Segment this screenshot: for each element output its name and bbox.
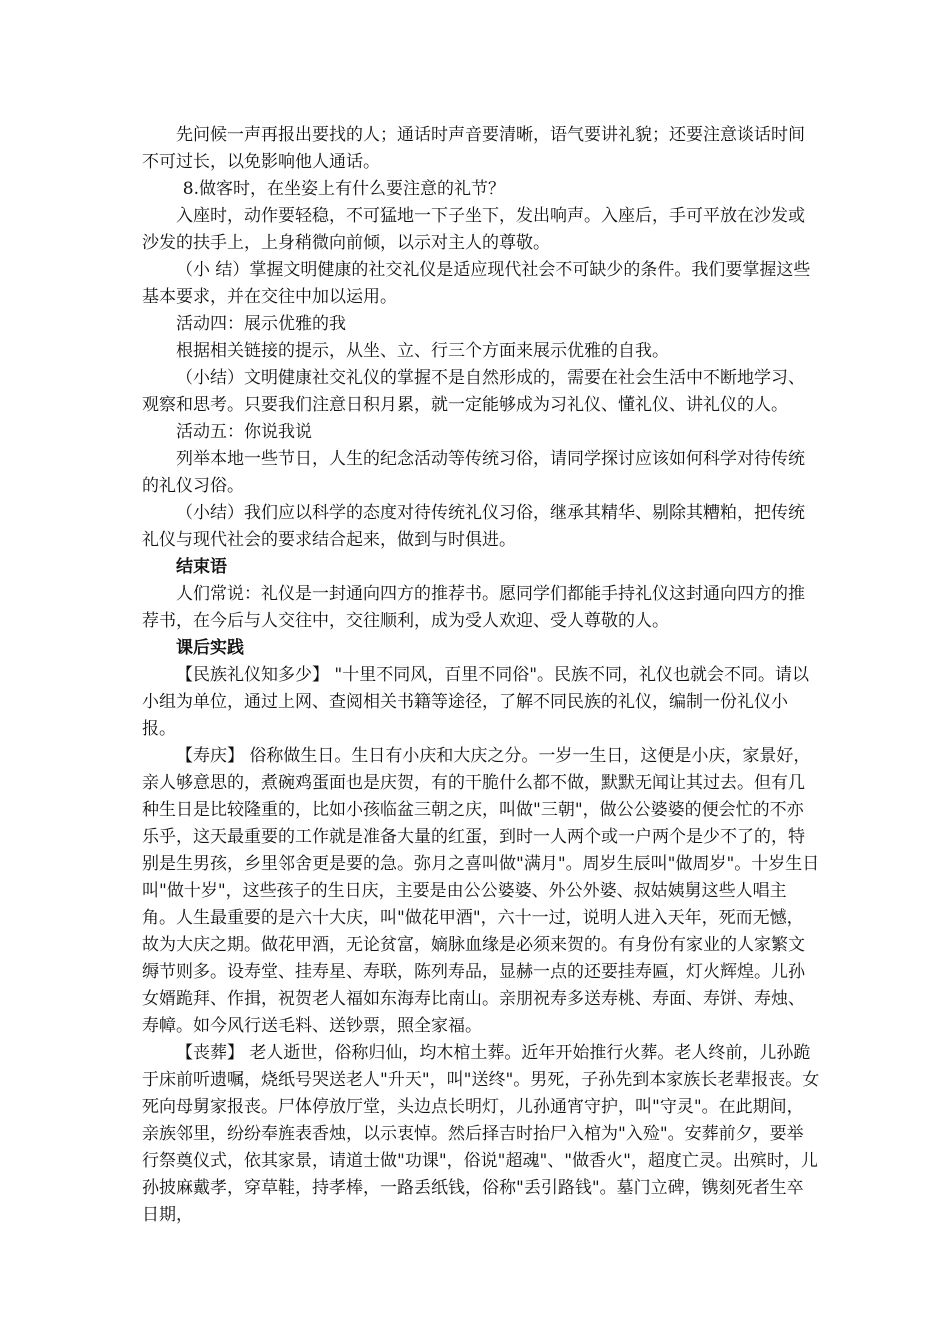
paragraph-summary-2: （小结）文明健康社交礼仪的掌握不是自然形成的，需要在社会生活中不断地学习、观察和思考。只要我们注意日积月累，就一定能够成为习礼仪、懂礼仪、讲礼仪的人。 bbox=[142, 368, 805, 415]
paragraph-birthday-customs: 【寿庆】 俗称做生日。生日有小庆和大庆之分。一岁一生日，这便是小庆，家景好，亲人够意思的，煮碗鸡蛋面也是庆贺，有的干脆什么都不做，默默无闻让其过去。但有几种生日是比较隆重的，比如小孩临盆三朝之庆，叫做"三朝"，做公公婆婆的便会忙的不亦乐乎，这天最重要的工作就是准备大量的红蛋，到时一人两个或一户两个是少不了的，特别是生男孩，乡里邻舍更是要的急。弥月之喜叫做"满月"。周岁生辰叫"做周岁"。十岁生日叫"做十岁"，这些孩子的生日庆，主要是由公公婆婆、外公外婆、叔姑姨舅这些人唱主角。人生最重要的是六十大庆，叫"做花甲酒"，六十一过，说明人进入天年，死而无憾，故为大庆之期。做花甲酒，无论贫富，嫡脉血缘是必须来贺的。有身份有家业的人家繁文缛节则多。设寿堂、挂寿星、寿联，陈列寿品，显赫一点的还要挂寿匾，灯火辉煌。儿孙女婿跪拜、作揖，祝贺老人福如东海寿比南山。亲朋祝寿多送寿桃、寿面、寿饼、寿烛、寿幛。如今风行送毛料、送钞票，照全家福。 bbox=[142, 746, 820, 1036]
paragraph-sitting-etiquette: 入座时，动作要轻稳，不可猛地一下子坐下，发出响声。入座后，手可平放在沙发或沙发的扶手上，上身稍微向前倾，以示对主人的尊敬。 bbox=[142, 206, 805, 253]
heading-conclusion: 结束语 bbox=[176, 557, 227, 577]
paragraph-activity-4: 根据相关链接的提示，从坐、立、行三个方面来展示优雅的自我。 bbox=[176, 341, 669, 361]
activity-4-title: 活动四：展示优雅的我 bbox=[176, 314, 346, 334]
paragraph-activity-5: 列举本地一些节日，人生的纪念活动等传统习俗，请同学探讨应该如何科学对待传统的礼仪习俗。 bbox=[142, 449, 805, 496]
paragraph-funeral-customs: 【丧葬】 老人逝世，俗称归仙，均木棺土葬。近年开始推行火葬。老人终前，儿孙跪于床前听遗嘱，烧纸号哭送老人"升天"，叫"送终"。男死，子孙先到本家族长老辈报丧。女死向母舅家报丧。尸体停放厅堂，头边点长明灯，儿孙通宵守护，叫"守灵"。在此期间，亲族邻里，纷纷奉旌表香烛，以示衷悼。然后择吉时抬尸入棺为"入殓"。安葬前夕，要举行祭奠仪式，依其家景，请道士做"功课"，俗说"超魂"、"做香火"，超度亡灵。出殡时，儿孙披麻戴孝，穿草鞋，持孝棒，一路丢纸钱，俗称"丢引路钱"。墓门立碑，镌刻死者生卒日期， bbox=[142, 1043, 820, 1225]
document-page bbox=[142, 122, 820, 1229]
paragraph-ethnic-etiquette: 【民族礼仪知多少】 "十里不同风，百里不同俗"。民族不同，礼仪也就会不同。请以小组为单位，通过上网、查阅相关书籍等途径，了解不同民族的礼仪，编制一份礼仪小报。 bbox=[142, 665, 810, 739]
paragraph-phone-etiquette: 先问候一声再报出要找的人；通话时声音要清晰，语气要讲礼貌；还要注意谈话时间不可过长，以免影响他人通话。 bbox=[142, 125, 805, 172]
paragraph-conclusion: 人们常说：礼仪是一封通向四方的推荐书。愿同学们都能手持礼仪这封通向四方的推荐书，在今后与人交往中，交往顺利，成为受人欢迎、受人尊敬的人。 bbox=[142, 584, 805, 631]
paragraph-summary-3: （小结）我们应以科学的态度对待传统礼仪习俗，继承其精华、剔除其糟粕，把传统礼仪与现代社会的要求结合起来，做到与时俱进。 bbox=[142, 503, 805, 550]
question-8: 8.做客时，在坐姿上有什么要注意的礼节？ bbox=[182, 179, 506, 199]
heading-practice: 课后实践 bbox=[176, 638, 244, 658]
activity-5-title: 活动五：你说我说 bbox=[176, 422, 312, 442]
paragraph-summary-1: （小 结）掌握文明健康的社交礼仪是适应现代社会不可缺少的条件。我们要掌握这些基本要求，并在交往中加以运用。 bbox=[142, 260, 811, 307]
